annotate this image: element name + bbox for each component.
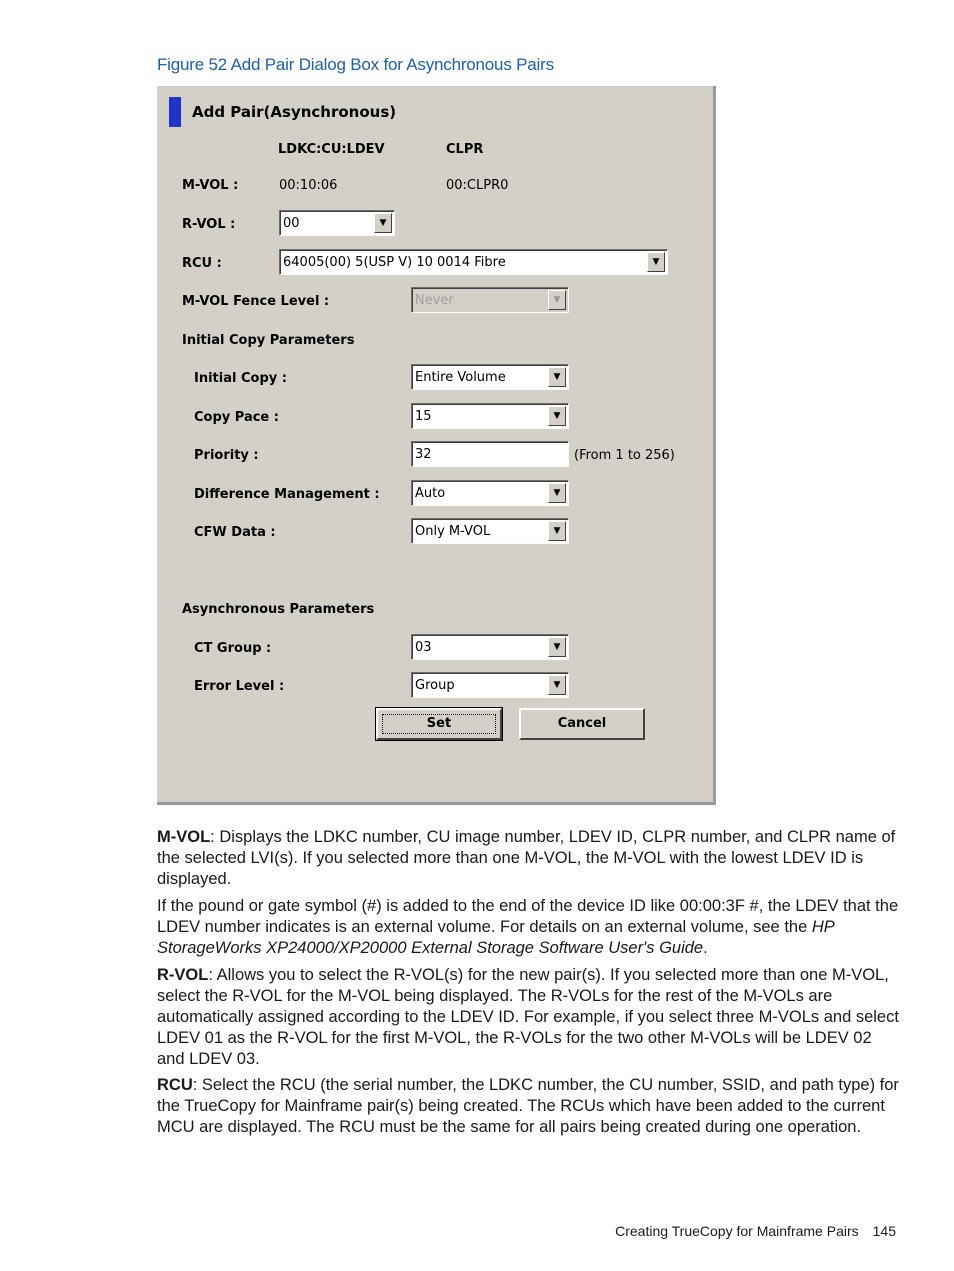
set-button-label: Set xyxy=(426,716,452,731)
paragraph-mvol-text: : Displays the LDKC number, CU image number, LDEV ID, CLPR number, and CLPR name of the selected LVI(s). If you selected more than one M-VOL, the M-VOL with the lowest LDEV ID is displayed. xyxy=(157,828,896,888)
footer-section-title: Creating TrueCopy for Mainframe Pairs xyxy=(615,1223,859,1239)
priority-hint: (From 1 to 256) xyxy=(574,448,675,463)
async-section-label: Asynchronous Parameters xyxy=(182,602,375,617)
cancel-button-label: Cancel xyxy=(557,716,607,731)
term-mvol: M-VOL xyxy=(157,828,211,846)
guide-reference: HP StorageWorks XP24000/XP20000 External Storage Software User's Guide xyxy=(157,918,835,957)
page-footer xyxy=(615,1223,896,1239)
initial-copy-value: Entire Volume xyxy=(415,370,506,385)
copy-pace-value: 15 xyxy=(415,409,432,424)
chevron-down-icon[interactable]: ▼ xyxy=(647,252,665,272)
fence-level-value: Never xyxy=(415,293,454,308)
initial-copy-section-label: Initial Copy Parameters xyxy=(182,333,355,348)
rcu-label: RCU : xyxy=(182,256,222,271)
set-button[interactable] xyxy=(376,708,502,740)
difference-management-select[interactable] xyxy=(411,480,569,506)
chevron-down-icon[interactable]: ▼ xyxy=(548,637,566,657)
paragraph-external-end: . xyxy=(703,939,708,957)
dialog-title: Add Pair(Asynchronous) xyxy=(192,103,397,121)
paragraph-rcu-text: : Select the RCU (the serial number, the LDKC number, the CU number, SSID, and path type) for the TrueCopy for Mainframe pair(s) being created. The RCUs which have been added to the current MCU are displayed. The RCU must be the same for all pairs being created during one operation. xyxy=(157,1076,899,1136)
ct-group-value: 03 xyxy=(415,640,432,655)
mvol-clpr-value: 00:CLPR0 xyxy=(446,178,509,193)
rcu-select[interactable] xyxy=(279,249,668,275)
chevron-down-icon[interactable]: ▼ xyxy=(548,406,566,426)
cfw-data-value: Only M-VOL xyxy=(415,524,491,539)
chevron-down-icon: ▼ xyxy=(548,290,566,310)
focus-ring xyxy=(382,714,496,734)
error-level-select[interactable] xyxy=(411,672,569,698)
error-level-value: Group xyxy=(415,678,455,693)
paragraph-mvol xyxy=(157,827,899,890)
mvol-label: M-VOL : xyxy=(182,178,239,193)
difference-management-value: Auto xyxy=(415,486,446,501)
copy-pace-label: Copy Pace : xyxy=(194,410,279,425)
rcu-select-value: 64005(00) 5(USP V) 10 0014 Fibre xyxy=(283,255,506,270)
initial-copy-label: Initial Copy : xyxy=(194,371,287,386)
chevron-down-icon[interactable]: ▼ xyxy=(374,213,392,233)
copy-pace-select[interactable] xyxy=(411,403,569,429)
fence-level-label: M-VOL Fence Level : xyxy=(182,294,330,309)
column-header-clpr: CLPR xyxy=(446,142,484,157)
cancel-button[interactable] xyxy=(519,708,645,740)
term-rvol: R-VOL xyxy=(157,966,209,984)
chevron-down-icon[interactable]: ▼ xyxy=(548,483,566,503)
chevron-down-icon[interactable]: ▼ xyxy=(548,367,566,387)
paragraph-external-volume xyxy=(157,896,899,959)
paragraph-rcu xyxy=(157,1075,899,1138)
paragraph-rvol xyxy=(157,965,899,1070)
title-marker-icon xyxy=(169,97,181,127)
priority-label: Priority : xyxy=(194,448,259,463)
cfw-data-select[interactable] xyxy=(411,518,569,544)
error-level-label: Error Level : xyxy=(194,679,285,694)
fence-level-select xyxy=(411,287,569,313)
paragraph-rvol-text: : Allows you to select the R-VOL(s) for the new pair(s). If you selected more than one M-VOL, select the R-VOL for the M-VOL being displayed. The R-VOLs for the rest of the M-VOLs are automatically assigned according to the LDEV ID. For example, if you select three M-VOLs and select LDEV 01 as the R-VOL for the first M-VOL, the R-VOLs for the two other M-VOLs will be LDEV 02 and LDEV 03. xyxy=(157,966,899,1068)
rvol-select-value: 00 xyxy=(283,216,300,231)
mvol-ldev-value: 00:10:06 xyxy=(279,178,338,193)
column-header-ldev: LDKC:CU:LDEV xyxy=(278,142,385,157)
ct-group-select[interactable] xyxy=(411,634,569,660)
ct-group-label: CT Group : xyxy=(194,641,272,656)
rvol-label: R-VOL : xyxy=(182,217,236,232)
chevron-down-icon[interactable]: ▼ xyxy=(548,675,566,695)
chevron-down-icon[interactable]: ▼ xyxy=(548,521,566,541)
rvol-select[interactable] xyxy=(279,210,395,236)
difference-management-label: Difference Management : xyxy=(194,487,380,502)
cfw-data-label: CFW Data : xyxy=(194,525,276,540)
page-number: 145 xyxy=(872,1223,896,1239)
add-pair-dialog xyxy=(157,86,716,805)
paragraph-external-text: If the pound or gate symbol (#) is added to the end of the device ID like 00:00:3F #, the LDEV that the LDEV number indicates is an external volume. For details on an external volume, see the xyxy=(157,897,899,936)
initial-copy-select[interactable] xyxy=(411,364,569,390)
priority-value: 32 xyxy=(415,447,432,462)
priority-input[interactable] xyxy=(411,441,569,467)
figure-caption: Figure 52 Add Pair Dialog Box for Asynchronous Pairs xyxy=(157,55,554,74)
term-rcu: RCU xyxy=(157,1076,193,1094)
